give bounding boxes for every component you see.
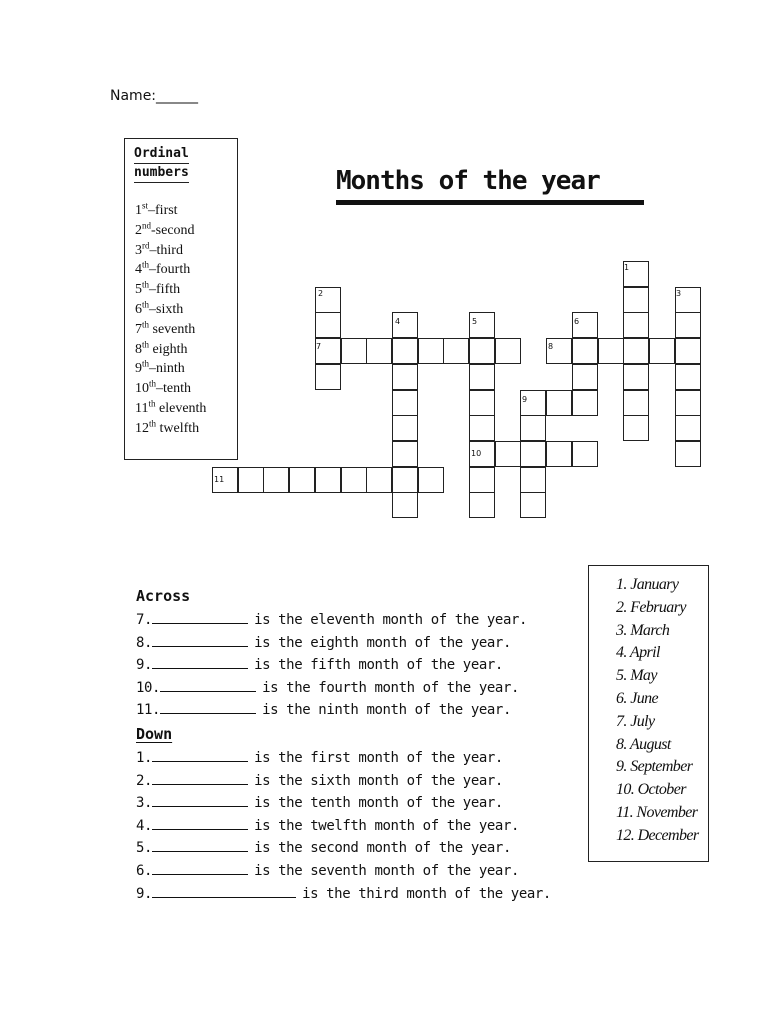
month-item: 3. March [616,621,670,639]
crossword-cell[interactable] [675,312,701,338]
answer-blank[interactable] [152,839,248,852]
ordinal-numbers-box [124,138,238,460]
across-heading: Across [136,587,191,605]
crossword-cell[interactable] [366,467,392,493]
crossword-cell[interactable] [623,287,649,313]
crossword-cell[interactable] [495,338,521,364]
month-item: 11. November [616,803,698,821]
answer-blank[interactable] [152,862,248,875]
crossword-cell[interactable] [392,441,418,467]
across-clue: 7. is the eleventh month of the year. [136,612,528,628]
across-clue: 11. is the ninth month of the year. [136,702,511,719]
crossword-cell[interactable] [495,441,521,467]
crossword-cell[interactable] [675,415,701,441]
ordinal-item: 12th twelfth [135,418,200,436]
title-underline [336,200,644,205]
crossword-cell[interactable] [520,415,546,441]
month-item: 9. September [616,758,693,776]
clue-number-6: 6 [574,317,580,326]
month-item: 4. April [616,644,660,662]
crossword-cell[interactable] [520,441,546,467]
crossword-cell[interactable] [315,312,341,338]
answer-blank[interactable] [152,772,248,785]
crossword-cell[interactable] [675,364,701,390]
crossword-cell[interactable] [392,467,418,493]
down-clue: 9. is the third month of the year. [136,885,551,902]
clue-number-2: 2 [318,289,324,298]
crossword-cell[interactable] [238,467,264,493]
down-clue: 4. is the twelfth month of the year. [136,817,520,834]
clue-number-7: 7 [316,342,322,351]
answer-blank[interactable] [152,656,248,669]
ordinal-item: 8th eighth [135,338,188,357]
ordinal-item: 6th–sixth [135,299,184,317]
crossword-cell[interactable] [623,364,649,390]
crossword-cell[interactable] [443,338,469,364]
ordinal-item: 5th–fifth [135,279,181,298]
crossword-cell[interactable] [623,415,649,441]
crossword-cell[interactable] [392,390,418,416]
crossword-cell[interactable] [598,338,624,364]
ordinal-list [135,201,206,439]
clues-section [136,584,551,905]
crossword-cell[interactable] [649,338,675,364]
clue-number-1: 1 [624,263,630,272]
ordinal-title-line2: numbers [134,164,189,183]
crossword-cell[interactable] [623,390,649,416]
crossword-cell[interactable] [418,467,444,493]
crossword-cell[interactable] [341,467,367,493]
month-item: 8. August [616,735,671,753]
down-clue: 6. is the seventh month of the year. [136,862,520,879]
across-clue: 8. is the eighth month of the year. [136,634,511,651]
crossword-cell[interactable] [546,390,572,416]
clue-number-4: 4 [395,317,401,326]
crossword-cell[interactable] [469,338,495,364]
crossword-cell[interactable] [392,492,418,518]
ordinal-item: 2nd-second [135,220,195,238]
month-item: 12. December [616,826,699,844]
answer-blank[interactable] [160,679,256,692]
down-clue: 1. is the first month of the year. [136,749,503,766]
crossword-cell[interactable] [392,338,418,364]
crossword-cell[interactable] [572,390,598,416]
month-item: 6. June [616,689,659,707]
ordinal-item: 9th–ninth [135,358,185,377]
answer-blank[interactable] [152,611,248,624]
months-list [616,574,699,848]
crossword-cell[interactable] [675,441,701,467]
page-title: Months of the year [336,166,600,196]
ordinal-item: 1st–first [135,200,178,218]
crossword-cell[interactable] [392,364,418,390]
crossword-cell[interactable] [546,441,572,467]
ordinal-item: 4th–fourth [135,259,191,278]
crossword-cell[interactable] [392,415,418,441]
answer-blank[interactable] [152,885,296,898]
clue-number-8: 8 [548,342,554,351]
across-clue: 9. is the fifth month of the year. [136,657,503,674]
crossword-cell[interactable] [469,492,495,518]
ordinal-title [134,145,232,183]
crossword-cell[interactable] [623,338,649,364]
down-clue: 3. is the tenth month of the year. [136,795,503,812]
crossword-cell[interactable] [263,467,289,493]
crossword-cell[interactable] [572,441,598,467]
month-item: 5. May [616,667,657,685]
month-item: 1. January [616,576,679,593]
crossword-cell[interactable] [315,467,341,493]
answer-blank[interactable] [160,701,256,714]
answer-blank[interactable] [152,634,248,647]
clue-number-9: 9 [522,395,528,404]
crossword-cell[interactable] [520,492,546,518]
month-item: 2. February [616,598,686,616]
crossword-cell[interactable] [289,467,315,493]
crossword-cell[interactable] [675,390,701,416]
ordinal-item: 10th–tenth [135,378,192,397]
crossword-cell[interactable] [572,338,598,364]
crossword-cell[interactable] [366,338,392,364]
clue-number-10: 10 [471,449,482,458]
answer-blank[interactable] [152,749,248,762]
crossword-cell[interactable] [469,415,495,441]
crossword-cell[interactable] [315,364,341,390]
answer-blank[interactable] [152,817,248,830]
crossword-cell[interactable] [469,390,495,416]
down-clue: 5. is the second month of the year. [136,840,511,857]
clue-number-5: 5 [472,317,478,326]
crossword-cell[interactable] [469,364,495,390]
ordinal-item: 3rd–third [135,239,183,258]
ordinal-item: 7th seventh [135,319,196,337]
down-clue: 2. is the sixth month of the year. [136,772,503,789]
months-word-bank [588,565,709,862]
clue-number-3: 3 [676,289,682,298]
crossword-cell[interactable] [675,338,701,364]
month-item: 10. October [616,781,686,799]
crossword-cell[interactable] [623,312,649,338]
crossword-cell[interactable] [469,467,495,493]
clue-number-11: 11 [214,475,225,484]
answer-blank[interactable] [152,794,248,807]
down-heading: Down [136,724,173,743]
crossword-cell[interactable] [520,467,546,493]
month-item: 7. July [616,712,655,730]
crossword-cell[interactable] [418,338,444,364]
crossword-cell[interactable] [341,338,367,364]
name-line: Name:______ [110,88,199,104]
ordinal-title-line1: Ordinal [134,145,189,164]
ordinal-item: 11th eleventh [135,398,207,416]
across-clue: 10. is the fourth month of the year. [136,679,520,696]
crossword-cell[interactable] [572,364,598,390]
